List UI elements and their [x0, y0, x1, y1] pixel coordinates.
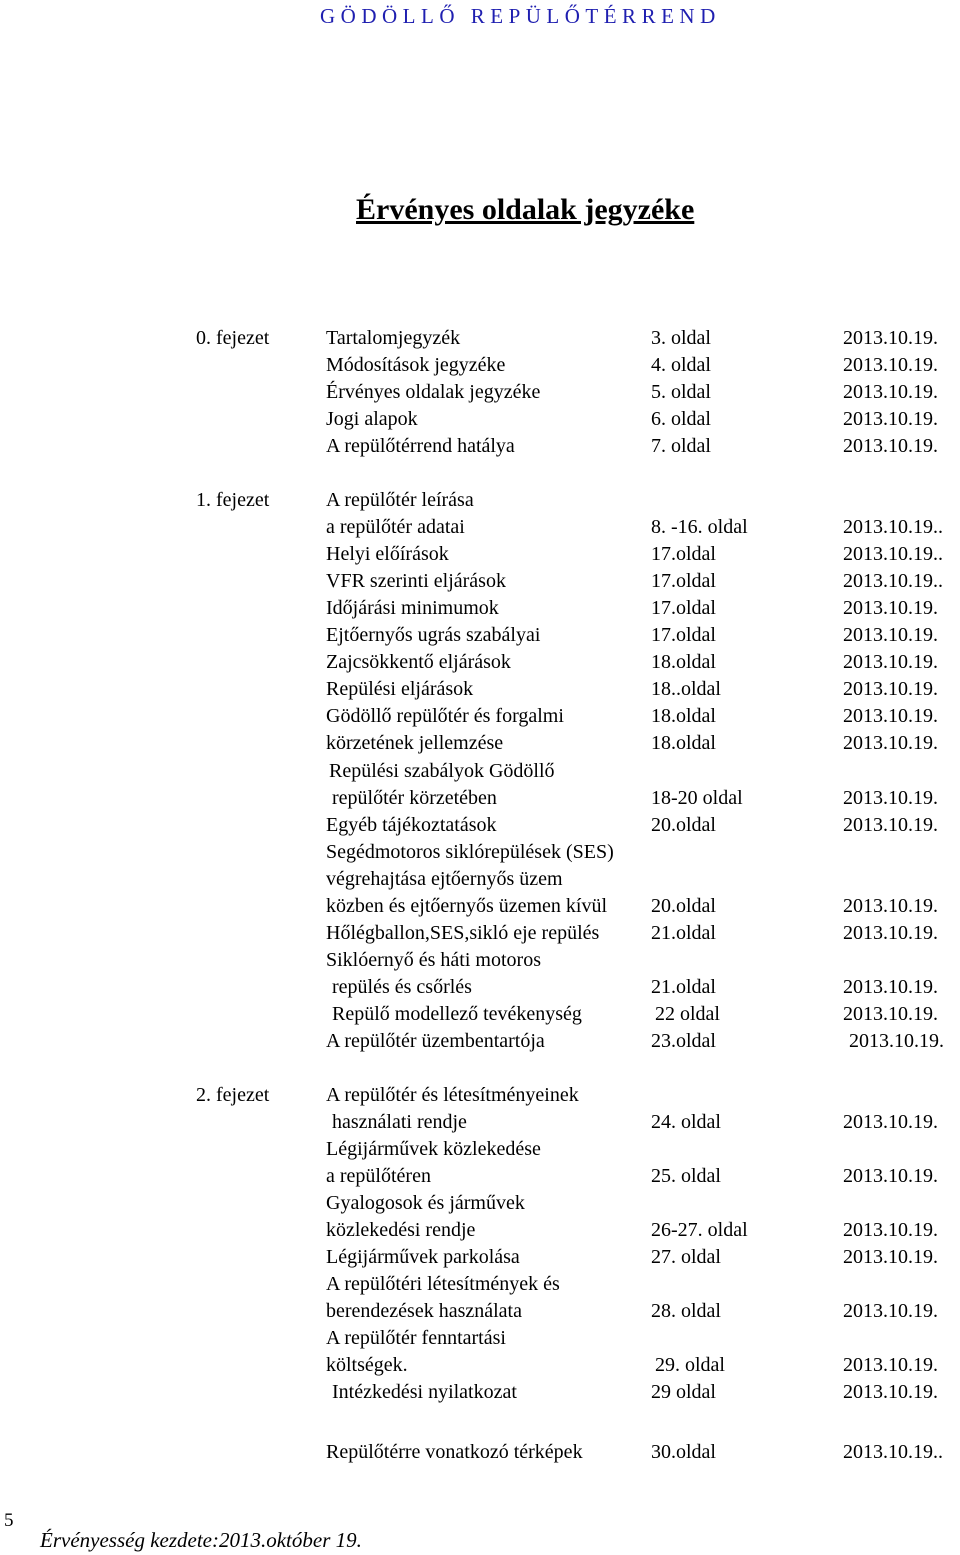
validity-footer: Érvényesség kezdete:2013.október 19. — [40, 1528, 362, 1552]
entry-page: 5. oldal — [651, 381, 711, 403]
page-number: 5 — [4, 1510, 14, 1531]
entry-page: 18-20 oldal — [651, 787, 743, 809]
entry-page: 17.oldal — [651, 597, 716, 619]
entry-date: 2013.10.19. — [843, 354, 938, 376]
entry-page: 27. oldal — [651, 1246, 721, 1268]
entry-name: Segédmotoros siklórepülések (SES) — [326, 841, 614, 863]
entry-name: A repülőtér és létesítményeinek — [326, 1084, 579, 1106]
entry-page: 17.oldal — [651, 570, 716, 592]
document-header: GÖDÖLLŐ REPÜLŐTÉRREND — [320, 4, 721, 28]
entry-date: 2013.10.19.. — [843, 543, 943, 565]
entry-date: 2013.10.19. — [843, 624, 938, 646]
entry-page: 18.oldal — [651, 651, 716, 673]
chapter-label: 1. fejezet — [196, 489, 270, 511]
entry-name: Repülő modellező tevékenység — [332, 1003, 582, 1025]
entry-date: 2013.10.19. — [843, 787, 938, 809]
entry-date: 2013.10.19. — [843, 922, 938, 944]
entry-page: 26-27. oldal — [651, 1219, 748, 1241]
entry-page: 29 oldal — [651, 1381, 716, 1403]
entry-name: Gyalogosok és járművek — [326, 1192, 525, 1214]
entry-date: 2013.10.19. — [843, 814, 938, 836]
entry-date: 2013.10.19. — [843, 1354, 938, 1376]
entry-date: 2013.10.19. — [843, 1246, 938, 1268]
entry-page: 6. oldal — [651, 408, 711, 430]
entry-name: Intézkedési nyilatkozat — [332, 1381, 517, 1403]
entry-name: Légijárművek közlekedése — [326, 1138, 541, 1160]
entry-name: Jogi alapok — [326, 408, 418, 430]
entry-page: 22 oldal — [655, 1003, 720, 1025]
entry-name: VFR szerinti eljárások — [326, 570, 506, 592]
entry-name: Helyi előírások — [326, 543, 449, 565]
entry-name: használati rendje — [332, 1111, 467, 1133]
entry-date: 2013.10.19.. — [843, 570, 943, 592]
entry-page: 17.oldal — [651, 543, 716, 565]
entry-page: 30.oldal — [651, 1441, 716, 1463]
entry-name: Gödöllő repülőtér és forgalmi — [326, 705, 564, 727]
entry-name: Zajcsökkentő eljárások — [326, 651, 511, 673]
entry-name: berendezések használata — [326, 1300, 522, 1322]
entry-page: 4. oldal — [651, 354, 711, 376]
entry-date: 2013.10.19. — [843, 1219, 938, 1241]
entry-name: Hőlégballon,SES,sikló eje repülés — [326, 922, 600, 944]
entry-page: 21.oldal — [651, 922, 716, 944]
entry-date: 2013.10.19. — [843, 1381, 938, 1403]
entry-name: Repülési eljárások — [326, 678, 474, 700]
entry-date: 2013.10.19. — [843, 597, 938, 619]
entry-date: 2013.10.19. — [843, 678, 938, 700]
entry-name: repülés és csőrlés — [332, 976, 472, 998]
entry-name: A repülőtéri létesítmények és — [326, 1273, 560, 1295]
entry-date: 2013.10.19.. — [843, 516, 943, 538]
entry-name: Ejtőernyős ugrás szabályai — [326, 624, 541, 646]
entry-date: 2013.10.19. — [843, 705, 938, 727]
entry-name: körzetének jellemzése — [326, 732, 504, 754]
page-title: Érvényes oldalak jegyzéke — [356, 193, 695, 226]
entry-page: 18.oldal — [651, 732, 716, 754]
entry-date: 2013.10.19. — [843, 976, 938, 998]
entry-page: 28. oldal — [651, 1300, 721, 1322]
entry-date: 2013.10.19. — [849, 1030, 944, 1052]
entry-name: Érvényes oldalak jegyzéke — [326, 381, 541, 403]
entry-page: 18..oldal — [651, 678, 721, 700]
entry-date: 2013.10.19. — [843, 327, 938, 349]
entry-name: A repülőtérrend hatálya — [326, 435, 515, 457]
entry-date: 2013.10.19. — [843, 435, 938, 457]
entry-page: 24. oldal — [651, 1111, 721, 1133]
entry-name: Repülőtérre vonatkozó térképek — [326, 1441, 583, 1463]
entry-date: 2013.10.19. — [843, 381, 938, 403]
entry-name: a repülőtér adatai — [326, 516, 465, 538]
entry-name: Tartalomjegyzék — [326, 327, 461, 349]
entry-name: a repülőtéren — [326, 1165, 431, 1187]
entry-date: 2013.10.19. — [843, 651, 938, 673]
entry-name: repülőtér körzetében — [332, 787, 497, 809]
entry-page: 20.oldal — [651, 814, 716, 836]
entry-date: 2013.10.19. — [843, 732, 938, 754]
entry-page: 23.oldal — [651, 1030, 716, 1052]
entry-date: 2013.10.19. — [843, 1300, 938, 1322]
chapter-label: 2. fejezet — [196, 1084, 270, 1106]
entry-date: 2013.10.19. — [843, 1165, 938, 1187]
entry-page: 20.oldal — [651, 895, 716, 917]
entry-name: Siklóernyő és háti motoros — [326, 949, 541, 971]
entry-date: 2013.10.19. — [843, 408, 938, 430]
entry-page: 17.oldal — [651, 624, 716, 646]
entry-name: végrehajtása ejtőernyős üzem — [326, 868, 563, 890]
entry-page: 3. oldal — [651, 327, 711, 349]
entry-date: 2013.10.19. — [843, 1003, 938, 1025]
entry-name: Repülési szabályok Gödöllő — [329, 760, 555, 782]
entry-name: A repülőtér fenntartási — [326, 1327, 506, 1349]
entry-name: A repülőtér üzembentartója — [326, 1030, 545, 1052]
entry-page: 25. oldal — [651, 1165, 721, 1187]
entry-page: 7. oldal — [651, 435, 711, 457]
entry-date: 2013.10.19.. — [843, 1441, 943, 1463]
entry-name: Légijárművek parkolása — [326, 1246, 520, 1268]
entry-page: 29. oldal — [655, 1354, 725, 1376]
entry-name: közlekedési rendje — [326, 1219, 476, 1241]
entry-name: A repülőtér leírása — [326, 489, 474, 511]
entry-name: költségek. — [326, 1354, 408, 1376]
entry-page: 18.oldal — [651, 705, 716, 727]
entry-name: Módosítások jegyzéke — [326, 354, 506, 376]
entry-date: 2013.10.19. — [843, 1111, 938, 1133]
chapter-label: 0. fejezet — [196, 327, 270, 349]
entry-name: Egyéb tájékoztatások — [326, 814, 497, 836]
entry-page: 8. -16. oldal — [651, 516, 748, 538]
entry-name: közben és ejtőernyős üzemen kívül — [326, 895, 608, 917]
entry-page: 21.oldal — [651, 976, 716, 998]
entry-date: 2013.10.19. — [843, 895, 938, 917]
entry-name: Időjárási minimumok — [326, 597, 499, 619]
